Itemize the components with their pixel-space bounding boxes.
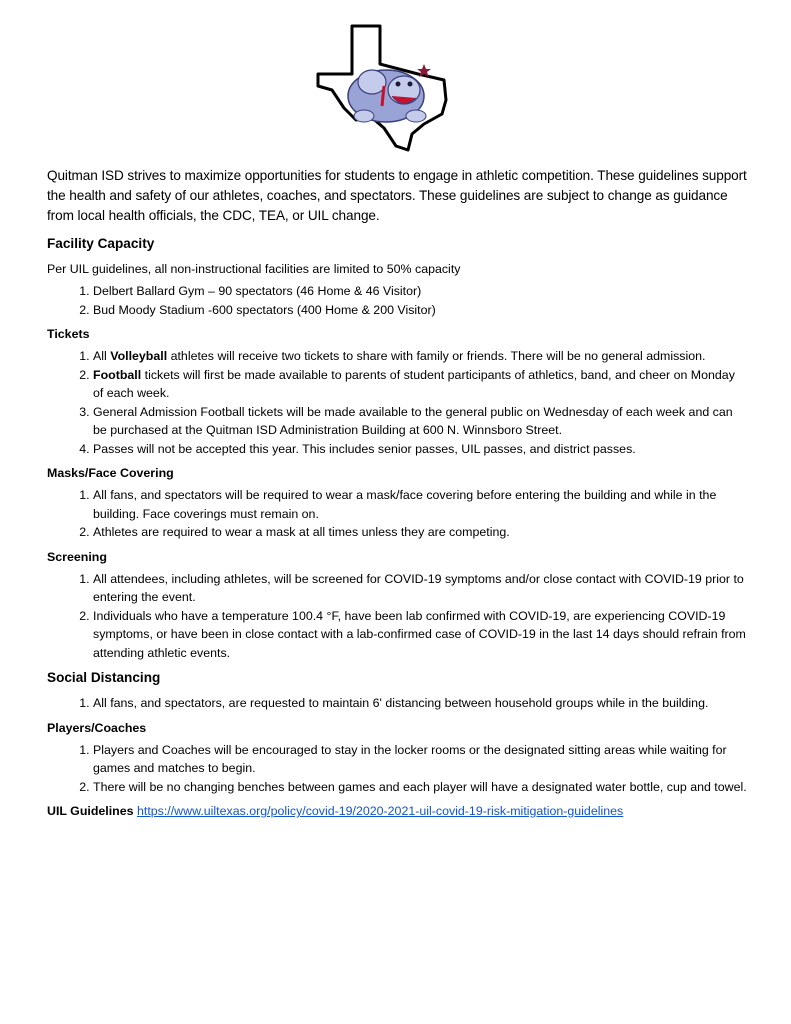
facility-list — [47, 282, 747, 319]
intro-paragraph: Quitman ISD strives to maximize opportunities for students to engage in athletic competition. These guidelines support the health and safety of our athletes, coaches, and spectators. These guidelines are subject to change as guidance from local health officials, the CDC, TEA, or UIL change. — [47, 168, 747, 223]
list-item: 1. All attendees, including athletes, will be screened for COVID-19 symptoms and/or close contact with COVID-19 prior to entering the event. — [93, 570, 747, 607]
facility-note: Per UIL guidelines, all non-instructional facilities are limited to 50% capacity — [47, 262, 461, 276]
list-item: 1. All fans, and spectators will be required to wear a mask/face covering before entering the building and while in the building. Face coverings must remain on. — [93, 486, 747, 523]
masks-heading: Masks/Face Covering — [47, 466, 174, 480]
masks-list — [47, 486, 747, 542]
list-item: 2. There will be no changing benches between games and each player will have a designated water bottle, cup and towel. — [93, 778, 747, 797]
distancing-list — [47, 694, 747, 713]
facility-heading: Facility Capacity — [47, 236, 155, 251]
tickets-heading: Tickets — [47, 327, 90, 341]
list-item: 2. Individuals who have a temperature 100.4 °F, have been lab confirmed with COVID-19, are experiencing COVID-19 symptoms, or have been in close contact with a lab-confirmed case of COVID-19 in the last 14 days should refrain from attending athletic events. — [93, 607, 747, 663]
uil-label: UIL Guidelines — [47, 804, 134, 818]
list-item: 3. General Admission Football tickets will be made available to the general public on Wednesday of each week and can be purchased at the Quitman ISD Administration Building at 600 N. Winnsboro Street. — [93, 403, 747, 440]
distancing-heading: Social Distancing — [47, 670, 161, 685]
tickets-list — [47, 347, 747, 458]
bulldog-texas-logo — [312, 24, 452, 152]
list-item: 2. Bud Moody Stadium -600 spectators (400 Home & 200 Visitor) — [93, 301, 747, 320]
document-content — [47, 166, 747, 820]
list-item: 1. All fans, and spectators, are requested to maintain 6' distancing between household groups while in the building. — [93, 694, 747, 713]
list-item: 1. Players and Coaches will be encouraged to stay in the locker rooms or the designated sitting areas while waiting for games and matches to begin. — [93, 741, 747, 778]
screening-list — [47, 570, 747, 663]
list-item: 1. All Volleyball athletes will receive two tickets to share with family or friends. There will be no general admission. — [93, 347, 747, 366]
list-item: 4. Passes will not be accepted this year. This includes senior passes, UIL passes, and district passes. — [93, 440, 747, 459]
list-item: 2. Athletes are required to wear a mask at all times unless they are competing. — [93, 523, 747, 542]
players-heading: Players/Coaches — [47, 720, 147, 735]
uil-guidelines-line — [47, 802, 747, 820]
screening-heading: Screening — [47, 549, 107, 564]
bulldog-icon — [348, 70, 426, 122]
list-item: 1. Delbert Ballard Gym – 90 spectators (46 Home & 46 Visitor) — [93, 282, 747, 301]
uil-guidelines-link[interactable]: https://www.uiltexas.org/policy/covid-19/2020-2021-uil-covid-19-risk-mitigation-guidelines — [136, 804, 624, 818]
list-item: 2. Football tickets will first be made available to parents of student participants of athletics, band, and cheer on Monday of each week. — [93, 366, 747, 403]
players-list — [47, 741, 747, 797]
